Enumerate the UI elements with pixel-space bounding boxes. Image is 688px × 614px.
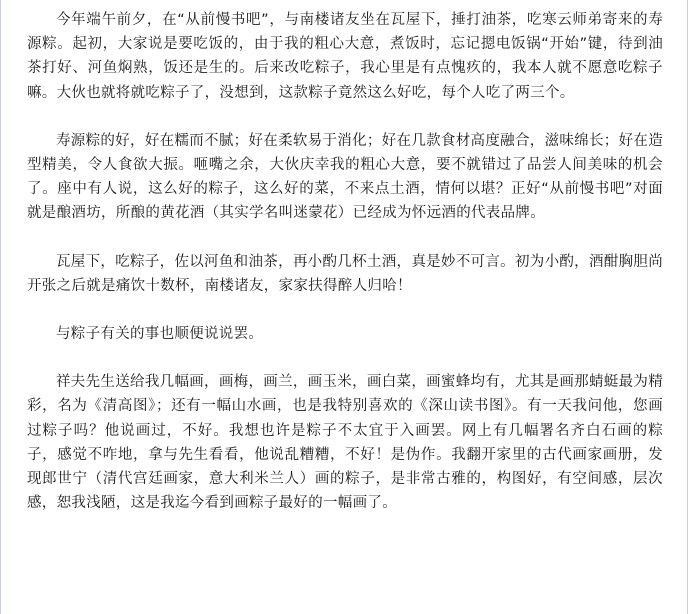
paragraph-gap [27,298,663,322]
paragraph-gap [27,226,663,250]
paragraph-1: 今年端午前夕，在“从前慢书吧”，与南楼诸友坐在瓦屋下，捶打油茶，吃寒云师弟寄来的寿源粽。起初，大家说是要吃饭的，由于我的粗心大意，煮饭时，忘记摁电饭锅“开始”键，待到油茶打好、河鱼焖熟，饭还是生的。后来改吃粽子，我心里是有点愧疚的，我本人就不愿意吃粽子嘛。大伙也就将就吃粽子了，没想到，这款粽子竟然这么好吃，每个人吃了两三个。 [27,12,663,101]
paragraph-4: 与粽子有关的事也顺便说说罢。 [56,326,264,343]
paragraph-2: 寿源粽的好，好在糯而不腻；好在柔软易于消化；好在几款食材高度融合，滋味绵长；好在造型精美，令人食欲大振。咂嘴之余，大伙庆幸我的粗心大意，要不就错过了品尝人间美味的机会了。座中有人说，这么好的粽子，这么好的菜，不来点土酒，情何以堪？正好“从前慢书吧”对面就是酿酒坊，所酿的黄花酒（其实学名叫迷蒙花）已经成为怀远酒的代表品牌。 [27,132,663,222]
paragraph-3: 瓦屋下，吃粽子，佐以河鱼和油茶，再小酌几杯土酒，真是妙不可言。初为小酌，酒酣胸胆尚开张之后就是痛饮十数杯，南楼诸友，家家扶得醉人归哈！ [27,253,663,294]
paragraph-gap [27,105,663,129]
paragraph-5: 祥夫先生送给我几幅画，画梅，画兰，画玉米，画白菜，画蜜蜂均有，尤其是画那蜻蜓最为精彩，名为《清高图》；还有一幅山水画，也是我特别喜欢的《深山读书图》。有一天我问他，您画过粽子吗？他说画过，不好。我想也许是粽子不太宜于入画罢。网上有几幅署名齐白石画的粽子，感觉不咋地，拿与先生看看，他说乱糟糟，不好！是伪作。我翻开家里的古代画家画册，发现郎世宁（清代宫廷画家，意大利米兰人）画的粽子，是非常古雅的，构图好，有空间感，层次感，恕我浅陋，这是我迄今看到画粽子最好的一幅画了。 [27,374,663,512]
article-body [27,8,663,515]
paragraph-gap [27,346,663,370]
